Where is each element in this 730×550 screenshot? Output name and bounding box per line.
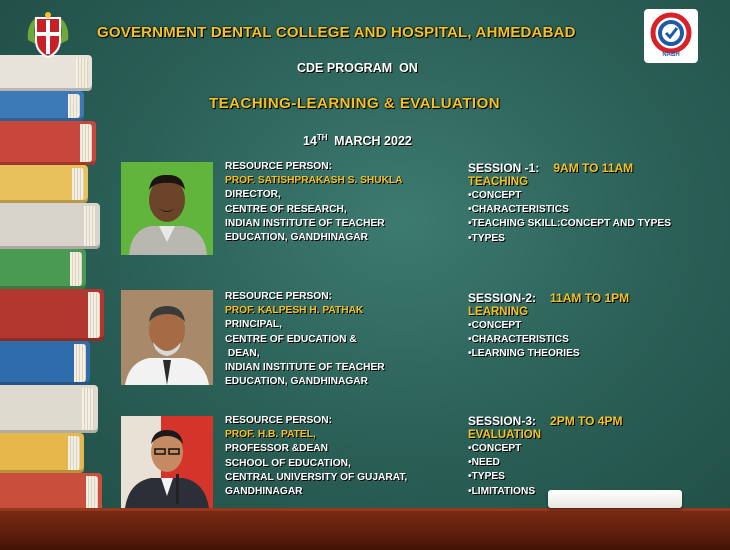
session-time: 9AM TO 11AM: [553, 161, 634, 175]
session-point: •CHARACTERISTICS: [468, 334, 569, 346]
session-point: •CONCEPT: [468, 190, 522, 201]
speaker-detail: INDIAN INSTITUTE OF TEACHER: [225, 362, 385, 374]
session-point: •TEACHING SKILL:CONCEPT AND TYPES: [468, 218, 671, 230]
date-suffix: TH: [316, 133, 328, 142]
program-label: CDE PROGRAM ON: [297, 61, 418, 75]
nabh-logo-text: NABH: [662, 52, 680, 58]
nabh-logo: [644, 9, 698, 63]
session-point: •TYPES: [468, 232, 505, 244]
session-point: •TYPES: [468, 471, 505, 483]
session-time: 11AM TO 1PM: [550, 291, 630, 305]
session-topic: TEACHING: [468, 176, 529, 188]
date-month-year: MARCH 2022: [334, 134, 412, 149]
session-label: SESSION-2:: [468, 291, 537, 305]
speaker-portrait-2: [121, 290, 213, 385]
date-day: 14: [303, 134, 317, 149]
session-topic: EVALUATION: [468, 429, 542, 441]
session-heading: [468, 290, 629, 306]
session-block-1: [468, 160, 671, 246]
speaker-detail: GANDHINAGAR: [225, 486, 303, 498]
session-point: •CONCEPT: [468, 320, 522, 331]
resource-person-label: RESOURCE PERSON:: [225, 161, 332, 172]
speaker-name: PROF. H.B. PATEL,: [225, 429, 316, 441]
session-label: SESSION -1:: [468, 161, 540, 175]
speaker-detail: PROFESSOR &DEAN: [225, 443, 329, 455]
session-point: •CONCEPT: [468, 443, 522, 454]
book-stack-illustration: [0, 55, 110, 550]
resource-person-label: RESOURCE PERSON:: [225, 415, 332, 426]
speaker-detail: SCHOOL OF EDUCATION,: [225, 457, 351, 469]
program-date: [303, 133, 412, 148]
session-block-3: [468, 413, 622, 499]
speaker-detail: EDUCATION, GANDHINAGAR: [225, 376, 368, 388]
speaker-info-3: [225, 414, 407, 499]
speaker-detail: EDUCATION, GANDHINAGAR: [225, 232, 368, 244]
speaker-photo-3: [121, 416, 213, 508]
speaker-detail: CENTRE OF EDUCATION &: [225, 333, 357, 345]
speaker-info-1: [225, 160, 403, 245]
resource-person-label: RESOURCE PERSON:: [225, 291, 332, 302]
session-topic: LEARNING: [468, 306, 529, 318]
session-point: •LEARNING THEORIES: [468, 348, 580, 360]
chalkboard-ledge: [0, 508, 730, 550]
speaker-detail: CENTRE OF RESEARCH,: [225, 203, 347, 215]
speaker-portrait-1: [121, 162, 213, 255]
session-point: •CHARACTERISTICS: [468, 204, 569, 216]
speaker-photo-2: [121, 290, 213, 385]
speaker-photo-1: [121, 162, 213, 255]
session-point: •LIMITATIONS: [468, 485, 536, 497]
session-time: 2PM TO 4PM: [550, 414, 623, 428]
college-emblem-icon: [22, 10, 74, 62]
program-title: TEACHING-LEARNING & EVALUATION: [209, 95, 501, 112]
session-heading: [468, 160, 671, 176]
speaker-name: PROF. KALPESH H. PATHAK: [225, 305, 364, 317]
session-label: SESSION-3:: [468, 414, 537, 428]
speaker-name: PROF. SATISHPRAKASH S. SHUKLA: [225, 175, 403, 187]
session-point: •NEED: [468, 457, 500, 469]
speaker-detail: INDIAN INSTITUTE OF TEACHER: [225, 217, 385, 229]
session-heading: [468, 413, 622, 429]
speaker-portrait-3: [121, 416, 213, 508]
speaker-info-2: [225, 290, 385, 389]
speaker-detail: DEAN,: [225, 347, 260, 359]
speaker-detail: PRINCIPAL,: [225, 319, 282, 331]
speaker-detail: CENTRAL UNIVERSITY OF GUJARAT,: [225, 471, 408, 483]
session-block-2: [468, 290, 629, 362]
college-title: GOVERNMENT DENTAL COLLEGE AND HOSPITAL, AHMEDABAD: [97, 24, 576, 41]
speaker-detail: DIRECTOR,: [225, 189, 281, 201]
